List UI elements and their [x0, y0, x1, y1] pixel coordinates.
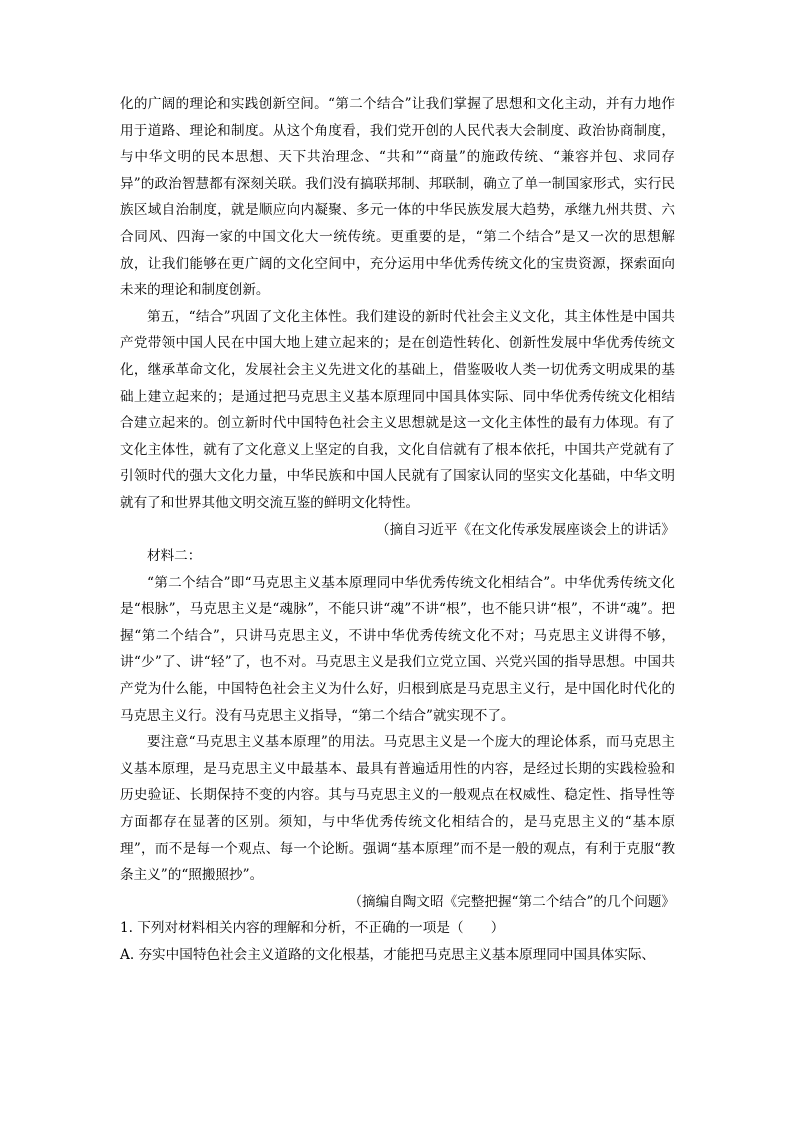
option-a: A. 夯实中国特色社会主义道路的文化根基，才能把马克思主义基本原理同中国具体实际、 — [120, 947, 656, 963]
paragraph-3: “第二个结合”即“马克思主义基本原理同中华优秀传统文化相结合”。中华优秀传统文化是“根脉”，马克思主义是“魂脉”，不能只讲“魂”不讲“根”，也不能只讲“根”，不讲“魂”。把握“第二个结合”，只讲马克思主义，不讲中华优秀传统文化不对；马克思主义讲得不够，讲“少”了、讲“轻”了，也不对。马克思主义是我们立党立国、兴党兴国的指导思想。中国共产党为什么能，中国特色社会主义为什么好，归根到底是马克思主义行，是中国化时代化的马克思主义行。没有马克思主义指导，“第二个结合”就实现不了。 — [120, 574, 675, 724]
paragraph-4: 要注意“马克思主义基本原理”的用法。马克思主义是一个庞大的理论体系，而马克思主义基本原理，是马克思主义中最基本、最具有普遍适用性的内容，是经过长期的实践检验和历史验证、长期保持不变的内容。其与马克思主义的一般观点在权威性、稳定性、指导性等方面都存在显著的区别。须知，与中华优秀传统文化相结合的，是马克思主义的“基本原理”，而不是每一个观点、每一个论断。强调“基本原理”而不是一般的观点，有利于克服“教条主义”的“照搬照抄”。 — [120, 734, 675, 884]
paragraph-2: 第五，“结合”巩固了文化主体性。我们建设的新时代社会主义文化，其主体性是中国共产党带领中国人民在中国大地上建立起来的；是在创造性转化、创新性发展中华优秀传统文化，继承革命文化，发展社会主义先进文化的基础上，借鉴吸收人类一切优秀文明成果的基础上建立起来的；是通过把马克思主义基本原理同中国具体实际、同中华优秀传统文化相结合建立起来的。创立新时代中国特色社会主义思想就是这一文化主体性的最有力体现。有了文化主体性，就有了文化意义上坚定的自我，文化自信就有了根本依托，中国共产党就有了引领时代的强大文化力量，中华民族和中国人民就有了国家认同的坚实文化基础，中华文明就有了和世界其他文明交流互鉴的鲜明文化特性。 — [120, 308, 675, 511]
source-citation-2: （摘编自陶文昭《完整把握“第二个结合”的几个问题》 — [348, 893, 675, 910]
document-page — [120, 91, 675, 969]
source-citation-1: （摘自习近平《在文化传承发展座谈会上的讲话》 — [375, 521, 675, 538]
question-1: 1. 下列对材料相关内容的理解和分析，不正确的一项是（ ） — [120, 920, 505, 937]
paragraph-1: 化的广阔的理论和实践创新空间。“第二个结合”让我们掌握了思想和文化主动，并有力地作用于道路、理论和制度。从这个角度看，我们党开创的人民代表大会制度、政治协商制度，与中华文明的民本思想、天下共治理念、“共和”“商量”的施政传统、“兼容并包、求同存异”的政治智慧都有深刻关联。我们没有搞联邦制、邦联制，确立了单一制国家形式，实行民族区域自治制度，就是顺应向内凝聚、多元一体的中华民族发展大趋势，承继九州共贯、六合同风、四海一家的中国文化大一统传统。更重要的是，“第二个结合”是又一次的思想解放，让我们能够在更广阔的文化空间中，充分运用中华优秀传统文化的宝贵资源，探索面向未来的理论和制度创新。 — [120, 96, 675, 299]
material-2-label: 材料二： — [147, 548, 202, 565]
